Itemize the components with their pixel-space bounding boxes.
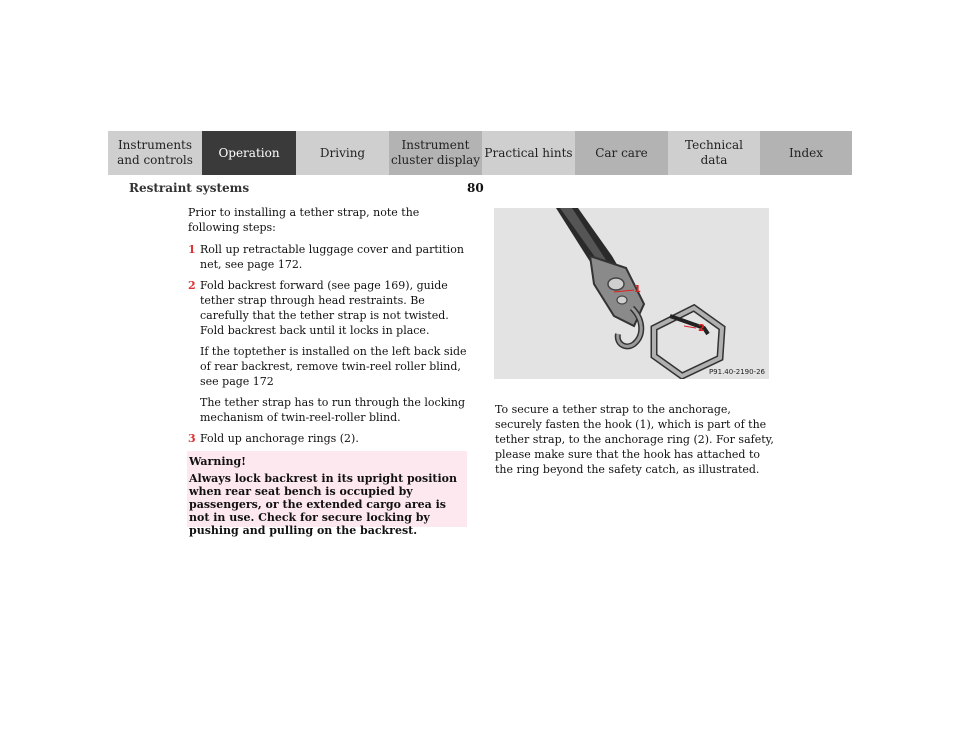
warning-box <box>187 451 467 537</box>
instructions-column <box>188 205 470 452</box>
description-text: To secure a tether strap to the anchorage, securely fasten the hook (1), which is part of the tether strap, to the anchorage ring (2). For safety, please make sure that the hook has attached to the ring beyond the safety catch, as illustrated. <box>495 403 774 476</box>
page-number: 80 <box>467 181 484 195</box>
step-text: Fold up anchorage rings (2). <box>200 432 359 445</box>
tab-index[interactable]: Index <box>760 131 852 175</box>
step-text: Fold backrest forward (see page 169), guide tether strap through head restraints. Be carefully that the tether strap is not twisted. Fold backrest back until it locks in place. <box>200 279 449 337</box>
tab-driving[interactable]: Driving <box>296 131 389 175</box>
hook-and-ring-drawing <box>494 208 769 379</box>
warning-title: Warning! <box>189 455 247 468</box>
step-text: Roll up retractable luggage cover and partition net, see page 172. <box>200 243 464 271</box>
tab-instrument-cluster-display[interactable]: Instrument cluster display <box>389 131 482 175</box>
step-3 <box>188 431 470 446</box>
warning-text: Always lock backrest in its upright position when rear seat bench is occupied by passengers, or the extended cargo area is not in use. Check for secure locking by pushing and pulling on the backrest. <box>189 472 457 537</box>
tab-car-care[interactable]: Car care <box>575 131 668 175</box>
step-number: 3 <box>188 432 196 445</box>
tab-instruments-and-controls[interactable]: Instruments and controls <box>108 131 202 175</box>
tab-technical-data[interactable]: Technical data <box>668 131 760 175</box>
tab-practical-hints[interactable]: Practical hints <box>482 131 575 175</box>
section-title: Restraint systems <box>129 181 250 195</box>
tether-hook-illustration <box>494 208 769 379</box>
description-column <box>495 402 777 477</box>
callout-ring: 2 <box>698 323 705 334</box>
tab-operation[interactable]: Operation <box>202 131 296 175</box>
step-2 <box>188 278 470 338</box>
step-note: If the toptether is installed on the left back side of rear backrest, remove twin-reel roller blind, see page 172 <box>200 345 467 388</box>
figure-code: P91.40-2190-26 <box>708 368 765 376</box>
step-number: 1 <box>188 243 196 256</box>
step-1 <box>188 242 470 272</box>
step-number: 2 <box>188 279 196 292</box>
chapter-tab-bar <box>108 131 852 175</box>
step-note: The tether strap has to run through the locking mechanism of twin-reel-roller blind. <box>200 396 466 424</box>
intro-text: Prior to installing a tether strap, note the following steps: <box>188 206 420 234</box>
callout-hook: 1 <box>634 284 641 295</box>
